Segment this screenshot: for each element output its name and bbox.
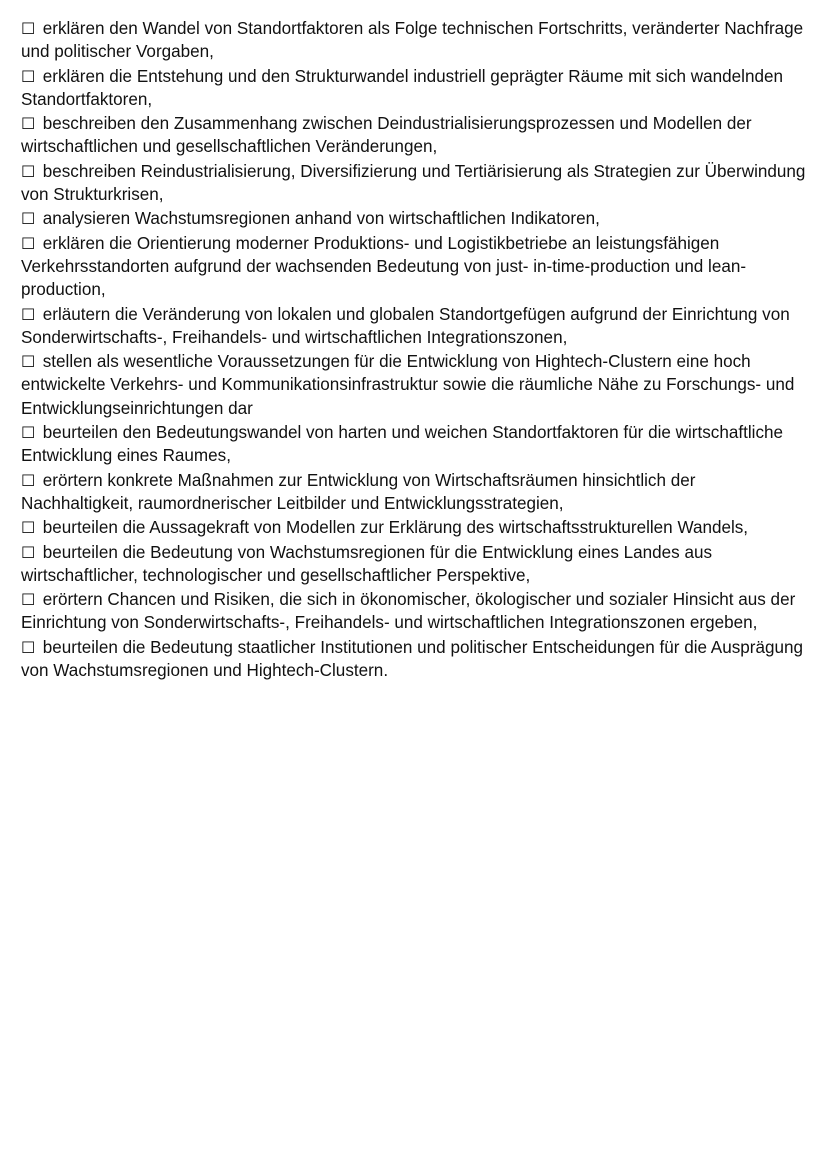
checklist-item-text: beurteilen den Bedeutungswandel von harten und weichen Standortfaktoren für die wirtschaftliche Entwicklung eines Raumes, [21,423,784,466]
checklist-item-text: erörtern Chancen und Risiken, die sich in ökonomischer, ökologischer und sozialer Hinsicht aus der Einrichtung von Sonderwirtschafts-, Freihandels- und wirtschaftlichen Integrationszonen ergeben, [21,590,796,633]
checkbox-icon[interactable]: ☐ [21,114,36,134]
checklist-item [21,588,811,635]
checkbox-icon[interactable]: ☐ [21,233,36,253]
checklist-item [21,232,811,302]
checkbox-icon[interactable]: ☐ [21,518,36,538]
checklist-item [21,65,811,112]
checklist-item-text: erklären den Wandel von Standortfaktoren als Folge technischen Fortschritts, veränderter Nachfrage und politischer Vorgaben, [21,19,804,62]
checklist-item-text: stellen als wesentliche Voraussetzungen für die Entwicklung von Hightech-Clustern eine hoch entwickelte Verkehrs- und Kommunikationsinfrastruktur sowie die räumliche Nähe zu Forschungs- und Entwicklungseinrichtungen dar [21,352,795,418]
checkbox-icon[interactable]: ☐ [21,542,36,562]
checklist-item [21,469,811,516]
checkbox-icon[interactable]: ☐ [21,19,36,38]
checkbox-icon[interactable]: ☐ [21,209,36,229]
checklist-item-text: erklären die Entstehung und den Strukturwandel industriell geprägter Räume mit sich wandelnden Standortfaktoren, [21,66,783,109]
checklist-item-text: beurteilen die Aussagekraft von Modellen zur Erklärung des wirtschaftsstrukturellen Wandels, [42,518,749,538]
checkbox-icon[interactable]: ☐ [21,423,36,443]
checklist-item [21,350,811,420]
checklist-item [21,636,811,683]
checklist-item-text: erläutern die Veränderung von lokalen und globalen Standortgefügen aufgrund der Einrichtung von Sonderwirtschafts-, Freihandels- und wirtschaftlichen Integrationszonen, [21,304,790,347]
checklist-item-text: beurteilen die Bedeutung von Wachstumsregionen für die Entwicklung eines Landes aus wirtschaftlicher, technologischer und gesellschaftlicher Perspektive, [21,542,713,585]
checklist-item-text: erörtern konkrete Maßnahmen zur Entwicklung von Wirtschaftsräumen hinsichtlich der Nachhaltigkeit, raumordnerischer Leitbilder und Entwicklungsstrategien, [21,470,696,513]
checklist-item-text: beschreiben den Zusammenhang zwischen Deindustrialisierungsprozessen und Modellen der wirtschaftlichen und gesellschaftlichen Veränderungen, [21,114,752,157]
checklist-item [21,207,811,230]
checklist-item-text: analysieren Wachstumsregionen anhand von wirtschaftlichen Indikatoren, [42,209,600,229]
checkbox-icon[interactable]: ☐ [21,161,36,181]
checkbox-icon[interactable]: ☐ [21,66,36,86]
checklist-item [21,541,811,588]
checklist-item [21,112,811,159]
checkbox-icon[interactable]: ☐ [21,304,36,324]
checkbox-icon[interactable]: ☐ [21,352,36,372]
checklist-item [21,421,811,468]
checkbox-icon[interactable]: ☐ [21,637,36,657]
checklist-item-text: beschreiben Reindustrialisierung, Diversifizierung und Tertiärisierung als Strategien zur Überwindung von Strukturkrisen, [21,161,806,205]
checklist-item-text: erklären die Orientierung moderner Produktions- und Logistikbetriebe an leistungsfähigen Verkehrsstandorten aufgrund der wachsenden Bedeutung von just- in-time-production und lean-production, [21,233,747,300]
checklist-item [21,516,811,539]
checkbox-icon[interactable]: ☐ [21,590,36,610]
checklist-item [21,160,811,207]
competency-checklist [21,17,811,683]
checklist-item-text: beurteilen die Bedeutung staatlicher Institutionen und politischer Entscheidungen für die Ausprägung von Wachstumsregionen und Hightech-Clustern. [21,637,803,681]
checklist-item [21,303,811,350]
checklist-item [21,17,811,64]
checkbox-icon[interactable]: ☐ [21,470,36,490]
